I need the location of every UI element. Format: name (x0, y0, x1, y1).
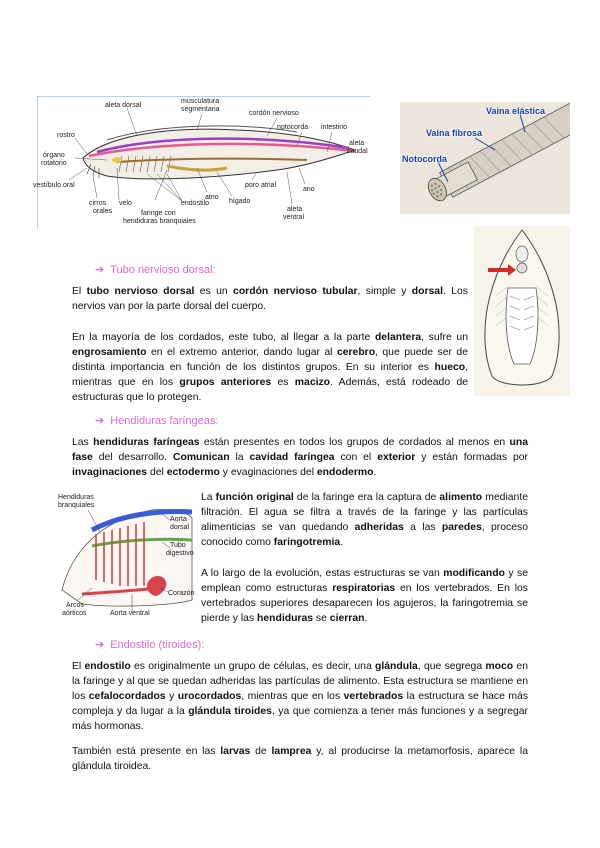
paragraph-hendiduras-3: A lo largo de la evolución, estas estructuras se van modificando y se emplean como estructuras respiratorias en los vertebrados. En los vertebrados superiores desaparecen los agujeros, la faringotremia se pierde y las hendiduras se cierran. (201, 568, 529, 625)
label-higado: hígado (229, 198, 251, 205)
label-musculatura: musculatura (181, 98, 220, 105)
label-aorta-ventral: Aorta ventral (110, 610, 150, 617)
paragraph-endostilo-1: El endostilo es originalmente un grupo de células, es decir, una glándula, que segrega moco en la faringe y al que se quedan adheridas las partículas de alimento. Esta estructura se mantiene en los cefalocordados y urocordados, mientras que en los vertebrados la estructura se hace más compleja y da lugar a la glándula tiroides, ya que comienza a tener más funciones y a segregar más hormonas. (72, 661, 529, 733)
label-tubo-1: Tubo (170, 542, 186, 549)
notochord-figure (400, 102, 570, 214)
label-cordon: cordón nervioso (249, 110, 299, 117)
label-atrio: atrio (205, 194, 219, 201)
pharynx-figure (52, 490, 194, 620)
label-vaina-elastica: Vaina elástica (486, 106, 546, 116)
section-heading-endostilo: ➔ Endostilo (tiroides): (95, 639, 205, 651)
label-cirros: cirros (89, 200, 107, 207)
label-notocorda: notocorda (277, 124, 309, 131)
label-vaina-fibrosa: Vaina fibrosa (426, 128, 483, 138)
paragraph-tubo-2: En la mayoría de los cordados, este tubo, al llegar a la parte delantera, sufre un engrosamiento en el extremo anterior, dando lugar al cerebro, que puede ser de distinta importancia en función de los distintos grupos. En su interior es hueco, mientras que en los grupos anteriores es macizo. Además, está rodeado de estructuras que lo protegen. (72, 332, 469, 404)
label-arcos-2: aórticos (62, 610, 87, 617)
label-aleta-ventral-1: aleta (287, 206, 303, 213)
label-aleta: aleta (349, 140, 365, 147)
section-heading-hendiduras: ➔ Hendiduras faríngeas: (95, 415, 219, 427)
label-faringe: faringe con (141, 210, 176, 217)
label-velo: velo (119, 200, 132, 207)
cross-section-drawing (474, 226, 570, 396)
label-ano: ano (303, 186, 315, 193)
label-intestino: intestino (321, 124, 348, 131)
label-hendiduras: hendiduras branquiales (123, 218, 196, 225)
label-orales: orales (93, 208, 113, 215)
arrow-icon: ➔ (95, 415, 105, 427)
section-heading-tubo: ➔ Tubo nervioso dorsal: (95, 264, 216, 276)
label-corazon: Corazón (168, 590, 195, 597)
label-poro-atrial: poro atrial (245, 182, 277, 189)
label-aorta-dorsal-1: Aorta (170, 516, 187, 523)
label-endostilo: endostilo (181, 200, 210, 207)
amphioxus-drawing (37, 96, 370, 228)
paragraph-hendiduras-2: La función original de la faringe era la captura de alimento mediante filtración. El agua se filtra a través de la faringe y las partículas alimenticias se van quedando adheridas a las paredes, proceso conocido como faringotremia. (201, 492, 528, 549)
amphioxus-figure (33, 96, 370, 228)
label-aleta-ventral-2: ventral (283, 214, 305, 221)
label-branquiales: branquiales (58, 502, 95, 509)
label-segmentaria: segmentaria (181, 106, 220, 113)
label-caudal: caudal (347, 148, 368, 155)
label-aleta-dorsal: aleta dorsal (105, 102, 142, 109)
paragraph-hendiduras-1: Las hendiduras faríngeas están presentes en todos los grupos de cordados al menos en una fase del desarrollo. Comunican la cavidad faríngea con el exterior y están formadas por invaginaciones del ectodermo y evaginaciones del endodermo. (72, 437, 529, 479)
arrow-icon: ➔ (95, 639, 105, 651)
label-organo: órgano (43, 152, 65, 159)
label-aorta-dorsal-2: dorsal (170, 524, 190, 531)
arrow-icon: ➔ (95, 264, 105, 276)
label-notocorda: Notocorda (402, 154, 447, 164)
cross-section-figure (474, 226, 570, 396)
paragraph-tubo-1: El tubo nervioso dorsal es un cordón nervioso tubular, simple y dorsal. Los nervios van por la parte dorsal del cuerpo. (72, 286, 468, 313)
label-hendiduras: Hendiduras (58, 494, 94, 501)
label-tubo-2: digestivo (166, 550, 194, 557)
paragraph-endostilo-2: También está presente en las larvas de lamprea y, al producirse la metamorfosis, aparece la glándula tiroidea. (72, 746, 528, 773)
label-arcos-1: Arcos (66, 602, 84, 609)
label-rostro: rostro (57, 132, 75, 139)
label-vestibulo: vestíbulo oral (33, 182, 75, 189)
label-rotatorio: rotatorio (41, 160, 67, 167)
